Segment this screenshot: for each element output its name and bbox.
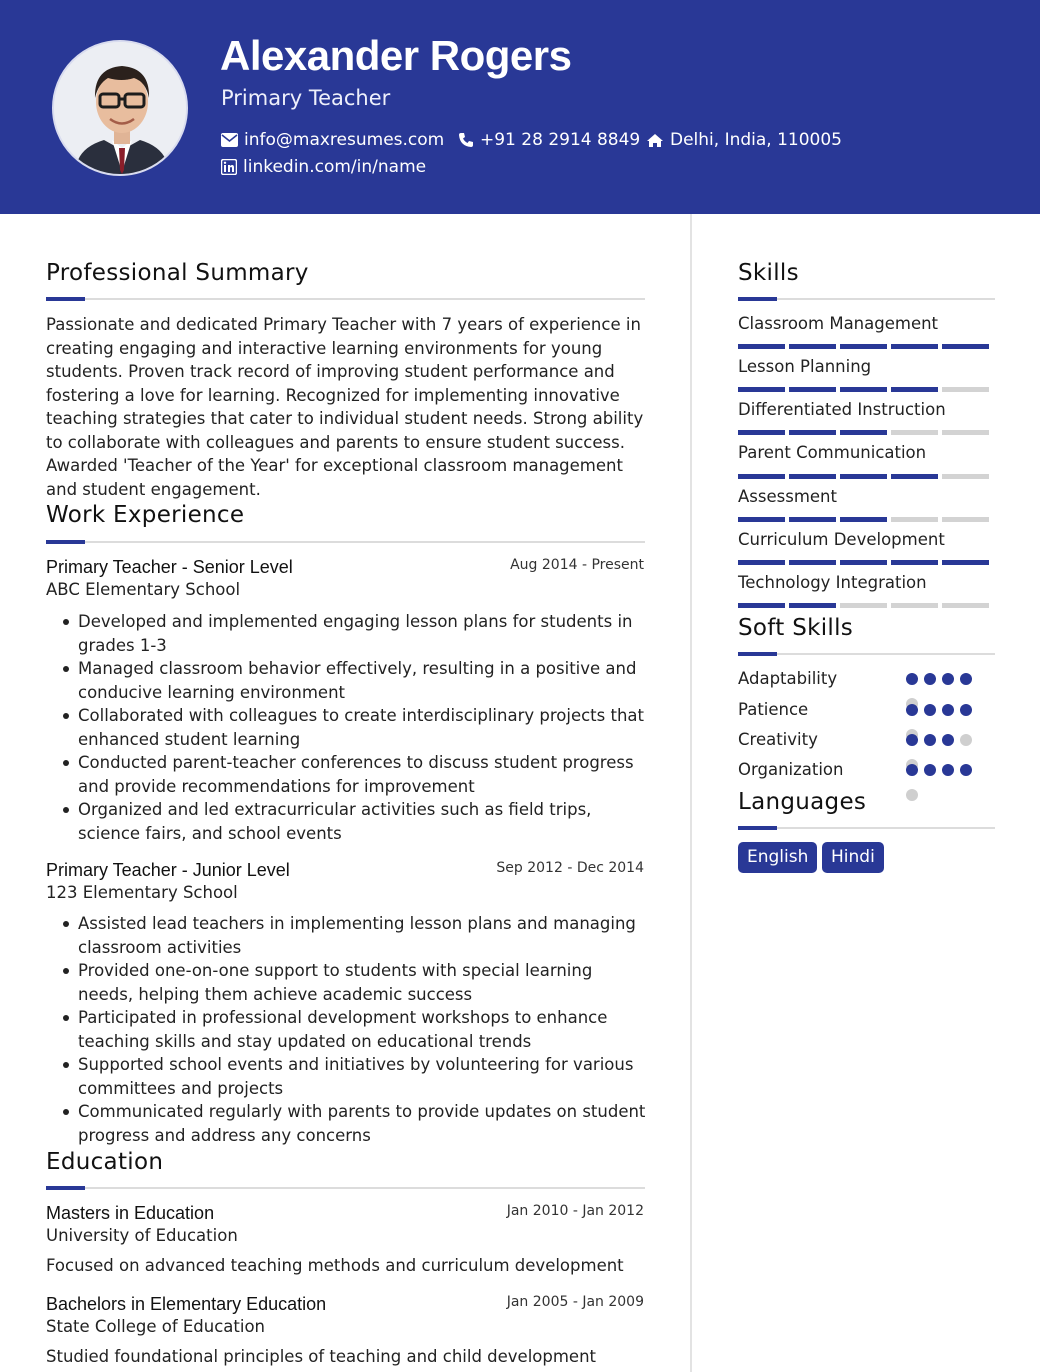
soft-skill-name: Adaptability (738, 669, 838, 688)
skill-level-segment (738, 474, 785, 479)
skill-level-segment (789, 474, 836, 479)
rating-dot (942, 734, 954, 746)
skill-level-segment (738, 560, 785, 565)
phone-contact[interactable] (458, 130, 640, 150)
skill-level-segment (942, 474, 989, 479)
skill-level-segment (891, 430, 938, 435)
linkedin-contact[interactable] (221, 157, 426, 177)
school-name: University of Education (46, 1226, 238, 1245)
soft-skill-name: Organization (738, 760, 844, 779)
skill-level-segment (942, 344, 989, 349)
skill-level-segment (840, 517, 887, 522)
rating-dot (942, 673, 954, 685)
languages-rule (738, 827, 995, 829)
list-item: Collaborated with colleagues to create interdisciplinary projects that enhanced student learning (78, 704, 648, 751)
skill-level-segment (891, 344, 938, 349)
list-item: Conducted parent-teacher conferences to discuss student progress and provide recommendations for improvement (78, 751, 648, 798)
list-item: Provided one-on-one support to students with special learning needs, helping them achieve academic success (78, 959, 648, 1006)
skill-level-segment (891, 387, 938, 392)
skill-level-segment (789, 430, 836, 435)
skill-level-bar (738, 560, 989, 565)
rating-dot (906, 764, 918, 776)
skill-level-bar (738, 344, 989, 349)
soft-skill-name: Creativity (738, 730, 818, 749)
list-item: Assisted lead teachers in implementing lesson plans and managing classroom activities (78, 912, 648, 959)
skill-level-segment (789, 344, 836, 349)
skill-level-segment (738, 517, 785, 522)
job-title: Primary Teacher - Senior Level (46, 557, 293, 577)
job-date: Sep 2012 - Dec 2014 (496, 860, 644, 876)
skill-name: Assessment (738, 487, 837, 506)
skill-level-segment (840, 344, 887, 349)
language-tag: Hindi (822, 842, 884, 873)
soft-skill-name: Patience (738, 700, 809, 719)
skill-level-segment (891, 474, 938, 479)
skills-rule (738, 298, 995, 300)
languages-heading: Languages (738, 789, 867, 815)
rating-dot (960, 704, 972, 716)
job-org: 123 Elementary School (46, 883, 238, 902)
skill-level-bar (738, 603, 989, 608)
skill-level-segment (840, 474, 887, 479)
education-date: Jan 2005 - Jan 2009 (506, 1294, 644, 1310)
skill-name: Classroom Management (738, 314, 939, 333)
skill-level-segment (942, 560, 989, 565)
rating-dot (906, 734, 918, 746)
list-item: Participated in professional development workshops to enhance teaching skills and stay updated on educational trends (78, 1006, 648, 1053)
linkedin-text: linkedin.com/in/name (243, 157, 427, 177)
phone-text: +91 28 2914 8849 (480, 130, 641, 150)
candidate-name: Alexander Rogers (220, 32, 572, 79)
education-desc: Focused on advanced teaching methods and curriculum development (46, 1256, 624, 1275)
skill-level-bar (738, 474, 989, 479)
rating-dot (906, 789, 918, 801)
skill-level-segment (738, 430, 785, 435)
school-name: State College of Education (46, 1317, 266, 1336)
skill-name: Curriculum Development (738, 530, 945, 549)
skill-level-segment (942, 430, 989, 435)
location-contact (646, 130, 842, 150)
skill-name: Differentiated Instruction (738, 400, 946, 419)
skill-level-segment (738, 603, 785, 608)
skill-level-segment (738, 387, 785, 392)
rating-dot (924, 673, 936, 685)
skill-level-bar (738, 387, 989, 392)
skill-level-segment (891, 517, 938, 522)
education-heading: Education (46, 1149, 164, 1175)
skill-level-segment (789, 603, 836, 608)
phone-icon (458, 132, 474, 148)
skill-level-segment (738, 344, 785, 349)
skills-heading: Skills (738, 260, 799, 286)
job-date: Aug 2014 - Present (510, 557, 644, 573)
education-desc: Studied foundational principles of teaching and child development (46, 1347, 597, 1366)
skill-level-segment (891, 560, 938, 565)
rating-dot (906, 673, 918, 685)
list-item: Communicated regularly with parents to provide updates on student progress and address any concerns (78, 1100, 648, 1147)
list-item: Managed classroom behavior effectively, resulting in a positive and conducive learning environment (78, 657, 648, 704)
skill-level-segment (789, 560, 836, 565)
skill-name: Lesson Planning (738, 357, 872, 376)
home-icon (646, 133, 664, 148)
skill-level-segment (840, 603, 887, 608)
education-date: Jan 2010 - Jan 2012 (506, 1203, 644, 1219)
rating-dot (942, 764, 954, 776)
list-item: Developed and implemented engaging lesson plans for students in grades 1-3 (78, 610, 648, 657)
job-bullets (78, 912, 648, 1147)
rating-dot (906, 704, 918, 716)
skill-level-segment (942, 517, 989, 522)
candidate-title: Primary Teacher (221, 86, 391, 110)
email-text: info@maxresumes.com (244, 130, 445, 150)
degree-title: Masters in Education (46, 1203, 215, 1223)
column-divider (690, 214, 692, 1372)
skill-level-segment (789, 387, 836, 392)
location-text: Delhi, India, 110005 (670, 130, 843, 150)
soft-skills-heading: Soft Skills (738, 615, 854, 641)
experience-rule (46, 541, 645, 543)
education-rule (46, 1187, 645, 1189)
linkedin-icon (221, 159, 237, 175)
skill-level-segment (840, 430, 887, 435)
skill-level-bar (738, 517, 989, 522)
skill-level-segment (789, 517, 836, 522)
skill-level-segment (840, 560, 887, 565)
email-contact[interactable] (221, 130, 444, 150)
rating-dot (924, 764, 936, 776)
language-tag: English (738, 842, 817, 873)
profile-photo-icon (54, 42, 188, 176)
rating-dot (942, 704, 954, 716)
job-org: ABC Elementary School (46, 580, 241, 599)
resume-header (0, 0, 1040, 214)
rating-dot (960, 673, 972, 685)
skill-name: Parent Communication (738, 443, 927, 462)
skill-level-bar (738, 430, 989, 435)
job-title: Primary Teacher - Junior Level (46, 860, 290, 880)
list-item: Organized and led extracurricular activities such as field trips, science fairs, and school events (78, 798, 648, 845)
rating-dot (960, 734, 972, 746)
skill-level-segment (942, 603, 989, 608)
job-bullets (78, 610, 648, 845)
summary-heading: Professional Summary (46, 260, 309, 286)
avatar (52, 40, 188, 176)
list-item: Supported school events and initiatives by volunteering for various committees and projects (78, 1053, 648, 1100)
skill-name: Technology Integration (738, 573, 927, 592)
skill-level-segment (840, 387, 887, 392)
experience-heading: Work Experience (46, 502, 245, 528)
rating-dot (960, 764, 972, 776)
skill-level-segment (942, 387, 989, 392)
rating-dot (924, 704, 936, 716)
rating-dot (924, 734, 936, 746)
skill-level-segment (891, 603, 938, 608)
degree-title: Bachelors in Elementary Education (46, 1294, 327, 1314)
envelope-icon (221, 133, 238, 147)
summary-rule (46, 298, 645, 300)
summary-text: Passionate and dedicated Primary Teacher with 7 years of experience in creating engaging and interactive learning environments for young students. Proven track record of improving student performance and fostering a love for learning. Recognized for implementing innovative teaching strategies that cater to individual student needs. Strong ability to collaborate with colleagues and parents to ensure student success. Awarded 'Teacher of the Year' for exceptional classroom management and student engagement. (46, 315, 644, 499)
soft-skills-rule (738, 653, 995, 655)
